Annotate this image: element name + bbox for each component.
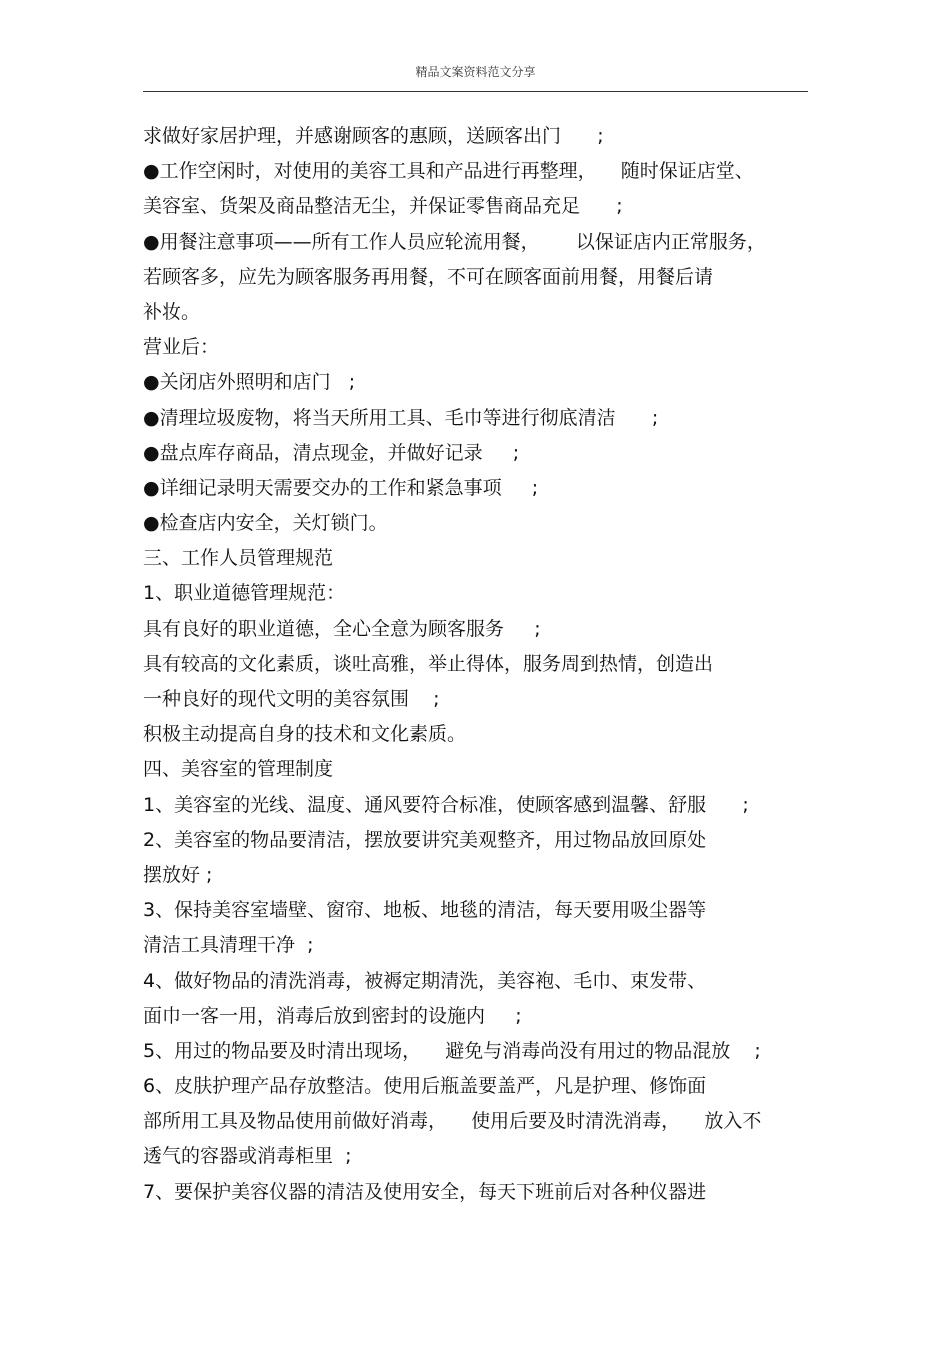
text-line: 积极主动提高自身的技术和文化素质。 <box>143 723 467 746</box>
text-line: 清洁工具清理干净 ; <box>143 934 314 957</box>
text-line: 面巾一客一用，消毒后放到密封的设施内 ; <box>143 1004 522 1027</box>
text-line: 3、保持美容室墙壁、窗帘、地板、地毯的清洁，每天要用吸尘器等 <box>143 899 707 922</box>
text-line: ●关闭店外照明和店门 ; <box>143 371 356 394</box>
page-header: 精品文案资料范文分享 <box>415 65 536 79</box>
text-line: 摆放好 ; <box>143 863 213 886</box>
section-heading: 四、美容室的管理制度 <box>143 758 334 781</box>
text-line: 5、用过的物品要及时清出现场， 避免与消毒尚没有用过的物品混放 ; <box>143 1039 761 1062</box>
text-line: 美容室、货架及商品整洁无尘，并保证零售商品充足 ; <box>143 195 623 218</box>
text-line: 1、美容室的光线、温度、通风要符合标准，使顾客感到温馨、舒服 ; <box>143 793 749 816</box>
text-line: ●用餐注意事项——所有工作人员应轮流用餐， 以保证店内正常服务， <box>143 230 766 253</box>
text-line: 补妆。 <box>143 300 201 323</box>
subsection-heading: 1、职业道德管理规范： <box>143 582 346 605</box>
text-line: 一种良好的现代文明的美容氛围 ; <box>143 688 440 710</box>
header-divider <box>143 91 808 92</box>
text-line: 具有较高的文化素质，谈吐高雅，举止得体，服务周到热情，创造出 <box>143 652 714 675</box>
section-heading: 营业后： <box>143 336 220 359</box>
text-line: ●盘点库存商品，清点现金，并做好记录 ; <box>143 441 520 464</box>
text-line: 部所用工具及物品使用前做好消毒， 使用后要及时清洗消毒， 放入不 <box>143 1110 762 1133</box>
text-line: 6、皮肤护理产品存放整洁。使用后瓶盖要盖严，凡是护理、修饰面 <box>143 1075 707 1098</box>
document-body <box>143 119 808 1210</box>
text-line: 2、美容室的物品要清洁，摆放要讲究美观整齐，用过物品放回原处 <box>143 828 707 851</box>
text-line: 透气的容器或消毒柜里 ; <box>143 1145 352 1168</box>
text-line: ●详细记录明天需要交办的工作和紧急事项 ; <box>143 476 539 499</box>
text-line: 4、做好物品的清洗消毒，被褥定期清洗，美容袍、毛巾、束发带、 <box>143 969 707 992</box>
text-line: ●工作空闲时，对使用的美容工具和产品进行再整理， 随时保证店堂、 <box>143 160 754 183</box>
text-line: 求做好家居护理，并感谢顾客的惠顾，送顾客出门 ; <box>143 125 604 147</box>
section-heading: 三、工作人员管理规范 <box>143 547 334 570</box>
text-line: ●清理垃圾废物，将当天所用工具、毛巾等进行彻底清洁 ; <box>143 406 659 429</box>
text-line: 若顾客多，应先为顾客服务再用餐，不可在顾客面前用餐，用餐后请 <box>143 265 714 288</box>
text-line: 7、要保护美容仪器的清洁及使用安全，每天下班前后对各种仪器进 <box>143 1180 707 1203</box>
text-line: ●检查店内安全，关灯锁门。 <box>143 512 388 535</box>
text-line: 具有良好的职业道德，全心全意为顾客服务 ; <box>143 617 541 640</box>
